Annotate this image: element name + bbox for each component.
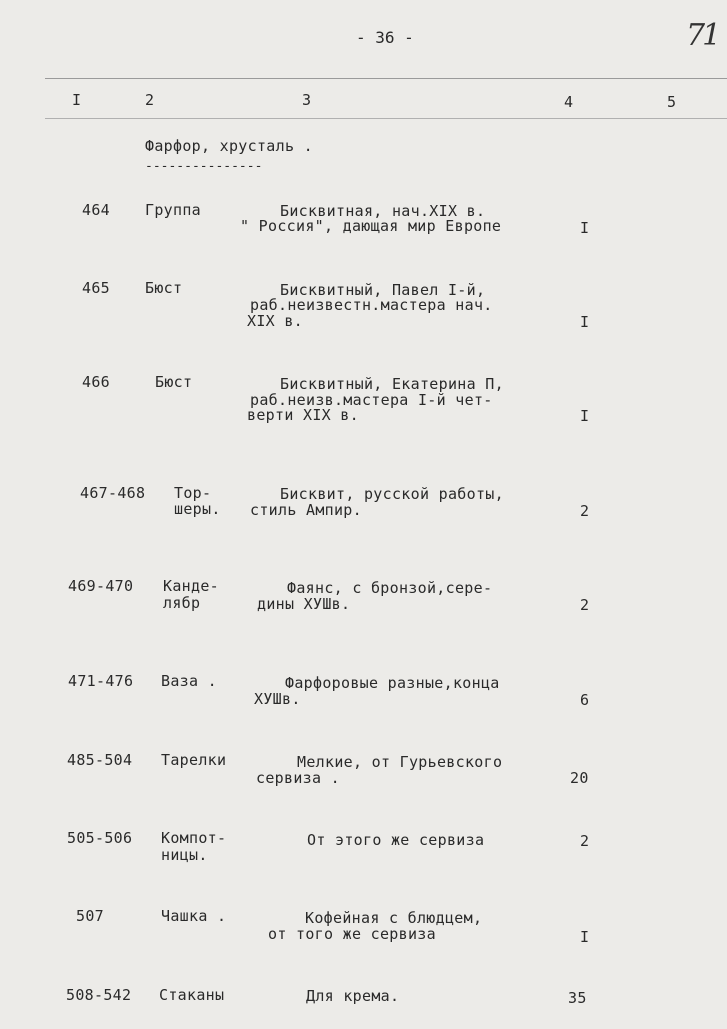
row-item-name: Тарелки: [161, 751, 227, 769]
row-number: 467-468: [80, 484, 146, 502]
row-description: раб.неизвестн.мастера нач.: [250, 296, 493, 314]
row-quantity: 20: [570, 769, 589, 787]
row-description: Фарфоровые разные,конца: [285, 674, 500, 692]
row-item-name: Чашка .: [161, 907, 227, 925]
row-item-name: Бюст: [155, 373, 193, 391]
row-quantity: I: [580, 219, 590, 237]
row-quantity: 2: [580, 832, 590, 850]
row-quantity: 2: [580, 502, 590, 520]
row-description: ХУШв.: [254, 690, 301, 708]
row-description: сервиза .: [256, 769, 340, 787]
row-item-name: лябр: [163, 594, 201, 612]
row-description: раб.неизв.мастера I-й чет-: [250, 391, 493, 409]
row-description: стиль Ампир.: [250, 501, 362, 519]
page-number: - 36 -: [356, 28, 414, 47]
row-description: дины ХУШв.: [257, 595, 351, 613]
row-description: Бисквитный, Павел I-й,: [280, 281, 486, 299]
row-number: 471-476: [68, 672, 134, 690]
header-bottom-rule: [45, 118, 727, 119]
row-item-name: шеры.: [174, 500, 221, 518]
row-description: Бисквит, русской работы,: [280, 485, 504, 503]
row-item-name: Стаканы: [159, 986, 225, 1004]
row-number: 469-470: [68, 577, 134, 595]
row-description: " Россия", дающая мир Европе: [240, 217, 502, 235]
row-number: 485-504: [67, 751, 133, 769]
column-header-2: 2: [145, 91, 155, 109]
row-description: от того же сервиза: [268, 925, 436, 943]
column-header-1: I: [72, 91, 82, 109]
row-item-name: Ваза .: [161, 672, 217, 690]
row-description: Кофейная с блюдцем,: [305, 909, 483, 927]
row-quantity: 6: [580, 691, 590, 709]
row-description: Бисквитная, нач.XIX в.: [280, 202, 486, 220]
row-description: Для крема.: [306, 987, 400, 1005]
row-item-name: Тор-: [174, 484, 212, 502]
row-description: Бисквитный, Екатерина П,: [280, 375, 504, 393]
row-quantity: 2: [580, 596, 590, 614]
column-header-5: 5: [667, 93, 677, 111]
row-description: XIX в.: [247, 312, 303, 330]
row-number: 465: [82, 279, 110, 297]
row-description: Фаянс, с бронзой,сере-: [287, 579, 493, 597]
column-header-4: 4: [564, 93, 574, 111]
header-top-rule: [45, 78, 727, 79]
row-description: верти XIX в.: [247, 406, 359, 424]
section-underline: ---------------: [145, 159, 263, 174]
folio-number: 71: [686, 18, 719, 53]
row-description: От этого же сервиза: [307, 831, 485, 849]
row-number: 507: [76, 907, 104, 925]
row-number: 505-506: [67, 829, 133, 847]
row-quantity: I: [580, 928, 590, 946]
row-quantity: I: [580, 407, 590, 425]
row-number: 464: [82, 201, 110, 219]
row-quantity: 35: [568, 989, 587, 1007]
row-item-name: Группа: [145, 201, 201, 219]
column-header-3: 3: [302, 91, 312, 109]
row-item-name: Компот-: [161, 829, 227, 847]
row-item-name: Канде-: [163, 577, 219, 595]
row-item-name: Бюст: [145, 279, 183, 297]
row-item-name: ницы.: [161, 846, 208, 864]
section-title: Фарфор, хрусталь .: [145, 137, 313, 155]
row-number: 466: [82, 373, 110, 391]
row-description: Мелкие, от Гурьевского: [297, 753, 503, 771]
row-number: 508-542: [66, 986, 132, 1004]
row-quantity: I: [580, 313, 590, 331]
